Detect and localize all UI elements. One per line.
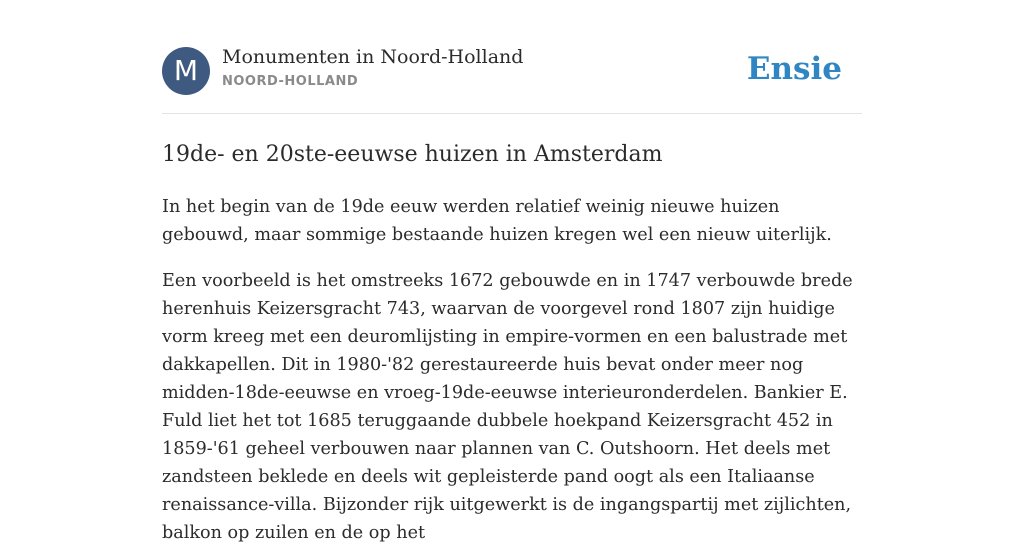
site-header (162, 0, 862, 114)
site-avatar[interactable]: M (162, 47, 210, 95)
article-paragraph-2: Een voorbeeld is het omstreeks 1672 gebouwde en in 1747 verbouwde brede herenhuis Keizersgracht 743, waarvan de voorgevel rond 1807 zijn huidige vorm kreeg met een deuromlijsting in empire-vormen en een balustrade met dakkapellen. Dit in 1980-'82 gerestaureerde huis bevat onder meer nog midden-18de-eeuwse en vroeg-19de-eeuwse interieuronderdelen. Bankier E. Fuld liet het tot 1685 teruggaande dubbele hoekpand Keizersgracht 452 in 1859-'61 geheel verbouwen naar plannen van C. Outshoorn. Het deels met zandsteen beklede en deels wit gepleisterde pand oogt als een Italiaanse renaissance-villa. Bijzonder rijk uitgewerkt is de ingangspartij met zijlichten, balkon op zuilen en de op het (162, 271, 853, 543)
article-title: 19de- en 20ste-eeuwse huizen in Amsterdam (162, 142, 663, 167)
site-subtitle-link[interactable]: NOORD-HOLLAND (222, 74, 359, 89)
ensie-logo-link[interactable]: Ensie (746, 51, 842, 87)
page-container (162, 0, 862, 547)
site-title-link[interactable]: Monumenten in Noord-Holland (222, 46, 524, 68)
article-paragraph-1: In het begin van de 19de eeuw werden relatief weinig nieuwe huizen gebouwd, maar sommige bestaande huizen kregen wel een nieuw uiterlijk. (162, 197, 832, 245)
